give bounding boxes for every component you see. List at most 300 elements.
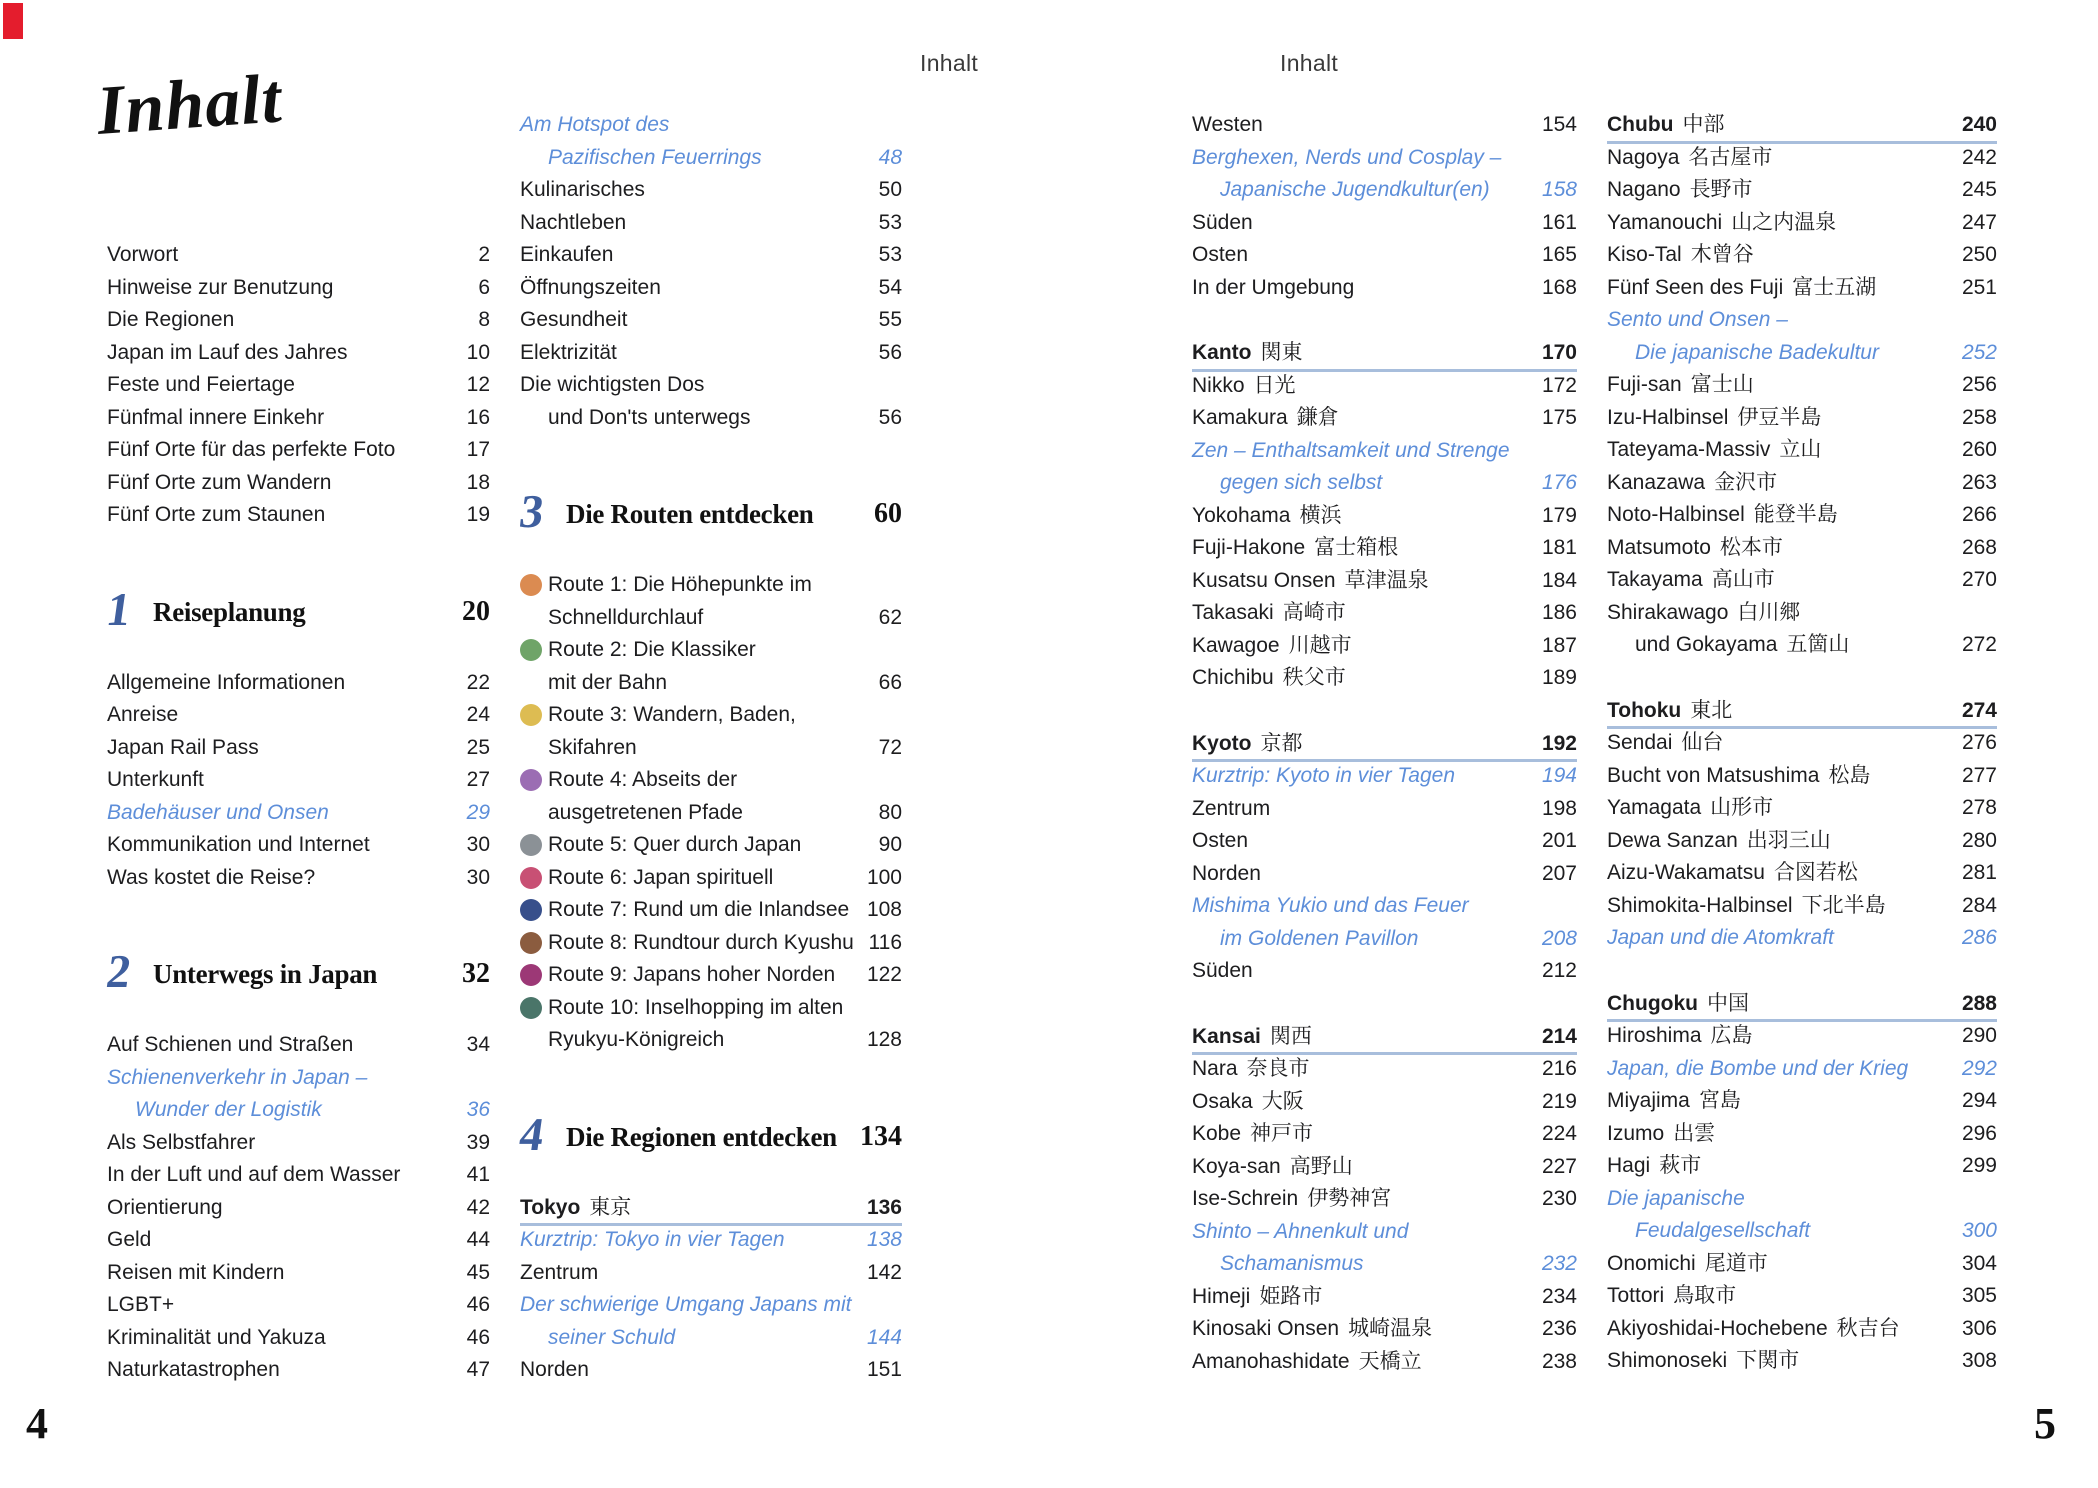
toc-entry: [107, 1127, 490, 1160]
toc-entry: [107, 732, 490, 765]
toc-entry: [107, 1322, 490, 1355]
entry-label: im Goldenen Pavillon: [1220, 926, 1419, 950]
entry-page-number: 258: [1961, 405, 1997, 429]
entry-label: Kamakura: [1192, 406, 1288, 429]
entry-page-number: 270: [1961, 568, 1997, 591]
entry-page-number: 12: [466, 373, 490, 396]
entry-label: Fuji-san: [1607, 373, 1682, 396]
entry-kanji: 京都: [1260, 731, 1303, 755]
entry-page-number: 186: [1541, 601, 1577, 624]
entry-kanji: 高山市: [1711, 568, 1775, 591]
toc-entry: [1192, 1053, 1577, 1086]
entry-label: Koya-san: [1192, 1154, 1281, 1178]
toc-entry: [1607, 1118, 1997, 1151]
entry-label: LGBT+: [107, 1293, 175, 1316]
toc-entry: [107, 862, 490, 895]
entry-label: Kulinarisches: [520, 178, 645, 201]
entry-kanji: 下関市: [1736, 1349, 1800, 1372]
entry-page-number: 136: [866, 1195, 902, 1219]
chapter-heading: [516, 486, 902, 538]
entry-kanji: 宮島: [1698, 1089, 1741, 1112]
entry-kanji: 出羽三山: [1746, 828, 1831, 852]
toc-entry: [520, 174, 902, 207]
entry-page-number: 306: [1961, 1316, 1997, 1340]
entry-kanji: 天橋立: [1358, 1349, 1422, 1373]
toc-entry: [1192, 890, 1577, 923]
entry-page-number: 224: [1541, 1122, 1577, 1145]
entry-label: Am Hotspot des: [520, 113, 670, 136]
entry-page-number: 72: [878, 735, 902, 759]
entry-label: Hinweise zur Benutzung: [107, 275, 334, 299]
toc-entry: [520, 667, 902, 700]
entry-kanji: 下北半島: [1801, 893, 1886, 917]
entry-page-number: 108: [866, 898, 902, 921]
entry-label: Norden: [1192, 861, 1261, 885]
toc-entry: [1192, 207, 1577, 240]
entry-page-number: 216: [1541, 1057, 1577, 1080]
entry-page-number: 29: [466, 800, 490, 824]
entry-page-number: 80: [878, 800, 902, 824]
toc-entry: [107, 699, 490, 732]
entry-kanji: 仙台: [1681, 731, 1724, 754]
entry-kanji: 尾道市: [1704, 1251, 1768, 1275]
entry-page-number: 142: [866, 1260, 902, 1284]
toc-entry: [1607, 369, 1997, 402]
entry-kanji: 松島: [1828, 763, 1871, 787]
toc-entry: [1192, 142, 1577, 175]
entry-page-number: 42: [466, 1195, 490, 1219]
toc-entry: [1192, 109, 1577, 142]
entry-label: Japan im Lauf des Jahres: [107, 340, 348, 364]
toc-entry: [1192, 239, 1577, 272]
entry-label: Route 6: Japan spirituell: [548, 865, 774, 889]
toc-entry: [1192, 565, 1577, 598]
entry-label: Hiroshima: [1607, 1024, 1702, 1047]
toc-entry: [107, 272, 490, 305]
entry-label: Akiyoshidai-Hochebene: [1607, 1316, 1828, 1340]
entry-label: Yokohama: [1192, 503, 1291, 527]
entry-page-number: 2: [478, 243, 490, 266]
entry-page-number: 116: [868, 930, 902, 954]
entry-page-number: 90: [878, 833, 902, 856]
entry-label: Shimonoseki: [1607, 1349, 1728, 1372]
entry-label: Süden: [1192, 210, 1253, 234]
entry-label: Fünf Orte zum Wandern: [107, 470, 332, 494]
toc-entry: [1607, 174, 1997, 207]
chapter-heading: [516, 1108, 902, 1161]
entry-label: Yamanouchi: [1607, 210, 1723, 234]
toc-column-2: [516, 109, 902, 1387]
entry-page-number: 151: [866, 1358, 902, 1381]
entry-page-number: 170: [1541, 341, 1577, 364]
entry-page-number: 128: [866, 1028, 902, 1051]
entry-page-number: 290: [1961, 1024, 1997, 1047]
entry-page-number: 251: [1961, 275, 1997, 299]
entry-label: Gesundheit: [520, 308, 628, 331]
toc-entry: [520, 272, 902, 305]
entry-label: Kawagoe: [1192, 633, 1280, 657]
entry-label: Tateyama-Massiv: [1607, 438, 1771, 461]
toc-entry: [1192, 467, 1577, 500]
toc-entry: [520, 1024, 902, 1057]
route-color-dot-icon: [520, 997, 542, 1019]
entry-label: Die japanische: [1607, 1186, 1745, 1210]
entry-page-number: 175: [1541, 406, 1577, 429]
toc-entry: [1607, 922, 1997, 955]
chapter-number: 2: [103, 946, 135, 998]
toc-entry: [107, 797, 490, 830]
page-number-right: 5: [2034, 1399, 2056, 1448]
entry-page-number: 46: [466, 1325, 490, 1349]
entry-label: Aizu-Wakamatsu: [1607, 861, 1765, 884]
entry-kanji: 東京: [589, 1195, 632, 1219]
entry-kanji: 富士五湖: [1792, 275, 1877, 299]
toc-entry: [107, 1029, 490, 1062]
toc-entry: [1192, 1118, 1577, 1151]
entry-label: Japan und die Atomkraft: [1607, 926, 1834, 949]
toc-entry: [1192, 1346, 1577, 1379]
entry-page-number: 179: [1541, 503, 1577, 527]
toc-entry: [1607, 142, 1997, 175]
entry-label: Der schwierige Umgang Japans mit: [520, 1293, 852, 1316]
entry-page-number: 214: [1541, 1024, 1577, 1048]
entry-page-number: 55: [878, 308, 902, 331]
toc-entry: [1607, 467, 1997, 500]
entry-label: Badehäuser und Onsen: [107, 800, 329, 824]
route-color-dot-icon: [520, 704, 542, 726]
entry-page-number: 256: [1961, 373, 1997, 396]
toc-section-heading: [1192, 1021, 1577, 1054]
toc-section-heading: [1607, 695, 1997, 728]
entry-label: Pazifischen Feuerrings: [548, 145, 762, 169]
toc-entry: [107, 1289, 490, 1322]
entry-page-number: 308: [1961, 1349, 1997, 1372]
entry-label: Zentrum: [520, 1260, 599, 1284]
entry-page-number: 19: [466, 503, 490, 526]
entry-label: Route 3: Wandern, Baden,: [548, 703, 796, 726]
entry-kanji: 秋吉台: [1836, 1316, 1900, 1340]
entry-page-number: 47: [466, 1358, 490, 1381]
entry-label: Skifahren: [548, 735, 637, 759]
entry-kanji: 富士箱根: [1314, 536, 1399, 559]
toc-entry: [1192, 1313, 1577, 1346]
entry-kanji: 中部: [1682, 113, 1725, 136]
entry-page-number: 17: [466, 438, 490, 461]
entry-page-number: 6: [478, 275, 490, 299]
entry-page-number: 56: [878, 405, 902, 429]
entry-label: Kurztrip: Kyoto in vier Tagen: [1192, 764, 1456, 787]
entry-page-number: 207: [1541, 861, 1577, 885]
toc-entry: [1607, 207, 1997, 240]
toc-entry: [520, 1289, 902, 1322]
entry-label: Kinosaki Onsen: [1192, 1317, 1340, 1340]
toc-entry: [520, 1322, 902, 1355]
entry-kanji: 関西: [1269, 1024, 1312, 1048]
toc-entry: [1192, 662, 1577, 695]
entry-page-number: 276: [1961, 731, 1997, 754]
entry-kanji: 神戸市: [1250, 1122, 1314, 1145]
entry-label: Zen – Enthaltsamkeit und Strenge: [1192, 438, 1510, 462]
entry-kanji: 川越市: [1288, 633, 1352, 657]
toc-entry: [1192, 174, 1577, 207]
entry-kanji: 奈良市: [1246, 1057, 1310, 1080]
toc-entry: [1192, 793, 1577, 826]
entry-label: Kyoto: [1192, 731, 1252, 755]
entry-kanji: 富士山: [1690, 373, 1754, 396]
entry-label: Was kostet die Reise?: [107, 865, 316, 889]
entry-label: Süden: [1192, 959, 1253, 982]
entry-kanji: 伊勢神宮: [1307, 1187, 1392, 1210]
entry-label: Route 8: Rundtour durch Kyushu: [548, 930, 854, 954]
entry-page-number: 208: [1541, 926, 1577, 950]
entry-kanji: 金沢市: [1714, 470, 1778, 494]
toc-entry: [520, 109, 902, 142]
entry-page-number: 284: [1961, 893, 1997, 917]
entry-label: Chichibu: [1192, 666, 1274, 689]
entry-kanji: 松本市: [1719, 535, 1783, 559]
toc-entry: [520, 239, 902, 272]
entry-label: Bucht von Matsushima: [1607, 763, 1820, 787]
entry-page-number: 227: [1541, 1154, 1577, 1178]
entry-kanji: 草津温泉: [1344, 568, 1429, 592]
entry-label: Fünf Orte für das perfekte Foto: [107, 438, 396, 461]
entry-kanji: 能登半島: [1753, 503, 1838, 526]
toc-column-4: [1607, 109, 1997, 1378]
entry-page-number: 274: [1961, 698, 1997, 722]
toc-entry: [107, 1159, 490, 1192]
entry-page-number: 154: [1541, 113, 1577, 136]
toc-entry: [1192, 923, 1577, 956]
entry-page-number: 138: [866, 1228, 902, 1251]
entry-label: Ryukyu-Königreich: [548, 1028, 725, 1051]
entry-kanji: 伊豆半島: [1737, 405, 1822, 429]
toc-entry: [1607, 564, 1997, 597]
entry-label: In der Luft und auf dem Wasser: [107, 1163, 401, 1186]
chapter-number: 1: [103, 583, 135, 636]
entry-page-number: 54: [878, 275, 902, 299]
toc-entry: [1607, 629, 1997, 662]
entry-label: Noto-Halbinsel: [1607, 503, 1745, 526]
entry-label: Naturkatastrophen: [107, 1358, 280, 1381]
entry-page-number: 286: [1961, 926, 1997, 949]
entry-label: gegen sich selbst: [1220, 471, 1383, 494]
entry-page-number: 161: [1541, 210, 1577, 234]
entry-kanji: 関東: [1260, 341, 1303, 364]
toc-entry: [1192, 500, 1577, 533]
entry-page-number: 272: [1961, 633, 1997, 656]
toc-entry: [107, 829, 490, 862]
entry-label: und Gokayama: [1635, 633, 1778, 656]
entry-label: Ise-Schrein: [1192, 1187, 1299, 1210]
toc-entry: [520, 337, 902, 370]
entry-page-number: 280: [1961, 828, 1997, 852]
toc-entry: [1607, 402, 1997, 435]
running-head-left: Inhalt: [920, 50, 979, 76]
toc-entry: [520, 959, 902, 992]
entry-page-number: 39: [466, 1130, 490, 1154]
entry-page-number: 25: [466, 735, 490, 759]
entry-page-number: 278: [1961, 796, 1997, 819]
entry-page-number: 247: [1961, 210, 1997, 234]
entry-kanji: 城崎温泉: [1348, 1317, 1433, 1340]
entry-label: Route 5: Quer durch Japan: [548, 833, 802, 856]
entry-page-number: 181: [1541, 536, 1577, 559]
toc-entry: [1192, 825, 1577, 858]
entry-page-number: 194: [1541, 764, 1577, 787]
toc-section-heading: [520, 1192, 902, 1225]
entry-page-number: 45: [466, 1260, 490, 1284]
entry-kanji: 合図若松: [1773, 861, 1858, 884]
entry-page-number: 232: [1541, 1252, 1577, 1275]
entry-label: Takayama: [1607, 568, 1703, 591]
route-color-dot-icon: [520, 834, 542, 856]
entry-label: Route 7: Rund um die Inlandsee: [548, 898, 850, 921]
entry-page-number: 165: [1541, 243, 1577, 266]
entry-page-number: 299: [1961, 1154, 1997, 1177]
entry-kanji: 高野山: [1289, 1154, 1353, 1178]
chapter-page-number: 32: [462, 958, 490, 989]
toc-entry: [1607, 1085, 1997, 1118]
toc-column-1: [103, 239, 490, 1387]
route-color-dot-icon: [520, 639, 542, 661]
entry-label: Fünf Seen des Fuji: [1607, 275, 1784, 299]
toc-column-3: [1192, 109, 1577, 1378]
toc-entry: [520, 894, 902, 927]
entry-page-number: 192: [1541, 731, 1577, 755]
entry-kanji: 山之内温泉: [1731, 210, 1837, 234]
entry-label: Die Regionen: [107, 308, 235, 331]
toc-entry: [1607, 792, 1997, 825]
toc-entry: [1192, 597, 1577, 630]
toc-entry: [520, 732, 902, 765]
entry-label: Tokyo: [520, 1195, 581, 1219]
toc-entry: [1607, 499, 1997, 532]
entry-page-number: 234: [1541, 1284, 1577, 1308]
toc-entry: [1192, 532, 1577, 565]
entry-label: Route 10: Inselhopping im alten: [548, 995, 844, 1019]
entry-label: Japan, die Bombe und der Krieg: [1607, 1056, 1909, 1080]
entry-page-number: 198: [1541, 796, 1577, 820]
toc-entry: [107, 499, 490, 532]
entry-label: Osten: [1192, 243, 1249, 266]
page-number-left: 4: [26, 1399, 48, 1448]
toc-entry: [520, 699, 902, 732]
toc-entry: [1607, 760, 1997, 793]
entry-page-number: 176: [1541, 471, 1577, 494]
entry-label: Als Selbstfahrer: [107, 1130, 256, 1154]
entry-label: Izu-Halbinsel: [1607, 405, 1729, 429]
entry-page-number: 48: [878, 145, 902, 169]
entry-page-number: 100: [866, 865, 902, 889]
entry-label: Einkaufen: [520, 243, 614, 266]
entry-label: Matsumoto: [1607, 535, 1711, 559]
entry-kanji: 名古屋市: [1688, 145, 1773, 169]
entry-page-number: 296: [1961, 1121, 1997, 1145]
toc-entry: [1607, 1313, 1997, 1346]
toc-entry: [520, 829, 902, 862]
toc-entry: [520, 927, 902, 960]
toc-entry: [107, 369, 490, 402]
toc-entry: [1607, 1183, 1997, 1216]
entry-label: Nagano: [1607, 178, 1681, 201]
entry-label: Kommunikation und Internet: [107, 833, 370, 856]
entry-kanji: 広島: [1710, 1024, 1753, 1047]
toc-entry: [1192, 1151, 1577, 1184]
entry-page-number: 158: [1541, 178, 1577, 201]
entry-label: Onomichi: [1607, 1251, 1696, 1275]
entry-kanji: 姫路市: [1259, 1284, 1323, 1308]
entry-label: Schnelldurchlauf: [548, 605, 704, 629]
chapter-page-number: 20: [462, 595, 490, 627]
entry-page-number: 22: [466, 670, 490, 694]
entry-label: Izumo: [1607, 1121, 1665, 1145]
entry-label: Westen: [1192, 113, 1263, 136]
entry-kanji: 鳥取市: [1673, 1284, 1737, 1307]
toc-entry: [1192, 1216, 1577, 1249]
toc-entry: [1192, 1183, 1577, 1216]
entry-label: Kriminalität und Yakuza: [107, 1325, 326, 1349]
toc-entry: [520, 304, 902, 337]
entry-label: Route 4: Abseits der: [548, 768, 738, 791]
toc-entry: [107, 467, 490, 500]
route-color-dot-icon: [520, 964, 542, 986]
toc-entry: [1607, 890, 1997, 923]
toc-entry: [520, 369, 902, 402]
entry-page-number: 50: [878, 178, 902, 201]
toc-entry: [520, 569, 902, 602]
route-color-dot-icon: [520, 932, 542, 954]
toc-entry: [1607, 239, 1997, 272]
chapter-title: Die Routen entdecken: [566, 499, 814, 529]
entry-page-number: 230: [1541, 1187, 1577, 1210]
toc-entry: [520, 1224, 902, 1257]
toc-entry: [107, 1257, 490, 1290]
toc-entry: [1607, 304, 1997, 337]
toc-entry: [107, 667, 490, 700]
toc-entry: [520, 797, 902, 830]
entry-label: Unterkunft: [107, 768, 204, 791]
entry-label: Reisen mit Kindern: [107, 1260, 285, 1284]
entry-label: seiner Schuld: [548, 1325, 676, 1349]
entry-page-number: 53: [878, 210, 902, 234]
entry-kanji: 五箇山: [1786, 633, 1850, 656]
toc-entry: [1192, 955, 1577, 988]
entry-label: Shinto – Ahnenkult und: [1192, 1219, 1409, 1243]
entry-page-number: 201: [1541, 829, 1577, 852]
entry-page-number: 266: [1961, 503, 1997, 526]
entry-page-number: 53: [878, 243, 902, 266]
entry-label: Vorwort: [107, 243, 179, 266]
route-color-dot-icon: [520, 574, 542, 596]
entry-label: Chubu: [1607, 113, 1674, 136]
toc-title: Inhalt: [94, 60, 285, 151]
entry-label: Takasaki: [1192, 601, 1274, 624]
entry-label: Kiso-Tal: [1607, 243, 1682, 266]
entry-page-number: 122: [866, 963, 902, 986]
toc-entry: [520, 764, 902, 797]
entry-label: Schienenverkehr in Japan –: [107, 1065, 368, 1089]
entry-page-number: 268: [1961, 535, 1997, 559]
toc-entry: [107, 1062, 490, 1095]
entry-page-number: 238: [1541, 1349, 1577, 1373]
entry-page-number: 34: [466, 1033, 490, 1056]
entry-label: Sendai: [1607, 731, 1673, 754]
entry-kanji: 高崎市: [1282, 601, 1346, 624]
entry-kanji: 立山: [1779, 438, 1822, 461]
toc-entry: [1607, 272, 1997, 305]
entry-label: Allgemeine Informationen: [107, 670, 346, 694]
entry-label: Himeji: [1192, 1284, 1251, 1308]
